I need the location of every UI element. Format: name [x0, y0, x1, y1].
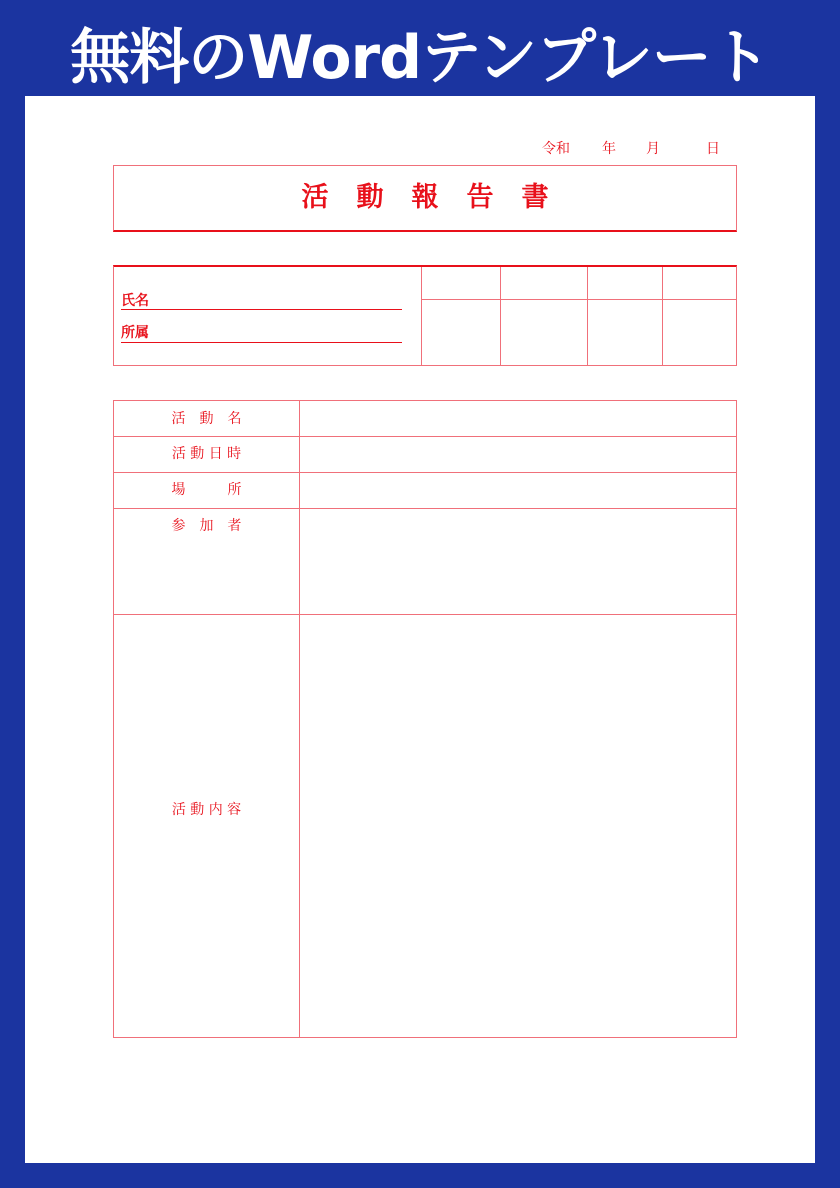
date-era-label: 令和	[542, 141, 570, 157]
date-month-label: 月	[646, 141, 660, 157]
banner-title: 無料のWordテンプレート	[70, 23, 770, 93]
stamp-cell[interactable]	[663, 300, 737, 365]
info-section	[113, 265, 737, 366]
activity-name-label: 活 動 名	[171, 411, 242, 427]
stamp-cell[interactable]	[501, 300, 588, 365]
location-label: 場 所	[171, 482, 242, 498]
document-page	[25, 96, 815, 1163]
affiliation-label: 所属	[121, 325, 149, 341]
stamp-cell[interactable]	[422, 300, 501, 365]
stamp-header-cell[interactable]	[422, 267, 501, 300]
affiliation-field[interactable]	[121, 342, 402, 343]
date-day-label: 日	[706, 141, 720, 157]
approval-stamp-grid	[421, 267, 737, 365]
title-box	[113, 165, 737, 232]
stamp-cell[interactable]	[588, 300, 663, 365]
participants-field[interactable]	[300, 509, 736, 614]
activity-content-field[interactable]	[300, 615, 736, 1037]
location-field[interactable]	[300, 473, 736, 508]
name-label: 氏名	[121, 293, 149, 309]
stamp-header-cell[interactable]	[588, 267, 663, 300]
date-year-label: 年	[602, 141, 616, 157]
activity-datetime-field[interactable]	[300, 437, 736, 472]
activity-name-field[interactable]	[300, 401, 736, 436]
activity-datetime-label: 活 動 日 時	[171, 446, 242, 462]
document-title: 活動報告書	[301, 182, 577, 213]
stamp-header-cell[interactable]	[501, 267, 588, 300]
name-field[interactable]	[121, 309, 402, 310]
activity-table	[113, 400, 737, 1038]
participants-label: 参 加 者	[171, 518, 242, 534]
stamp-header-cell[interactable]	[663, 267, 737, 300]
activity-content-label: 活 動 内 容	[171, 802, 242, 818]
